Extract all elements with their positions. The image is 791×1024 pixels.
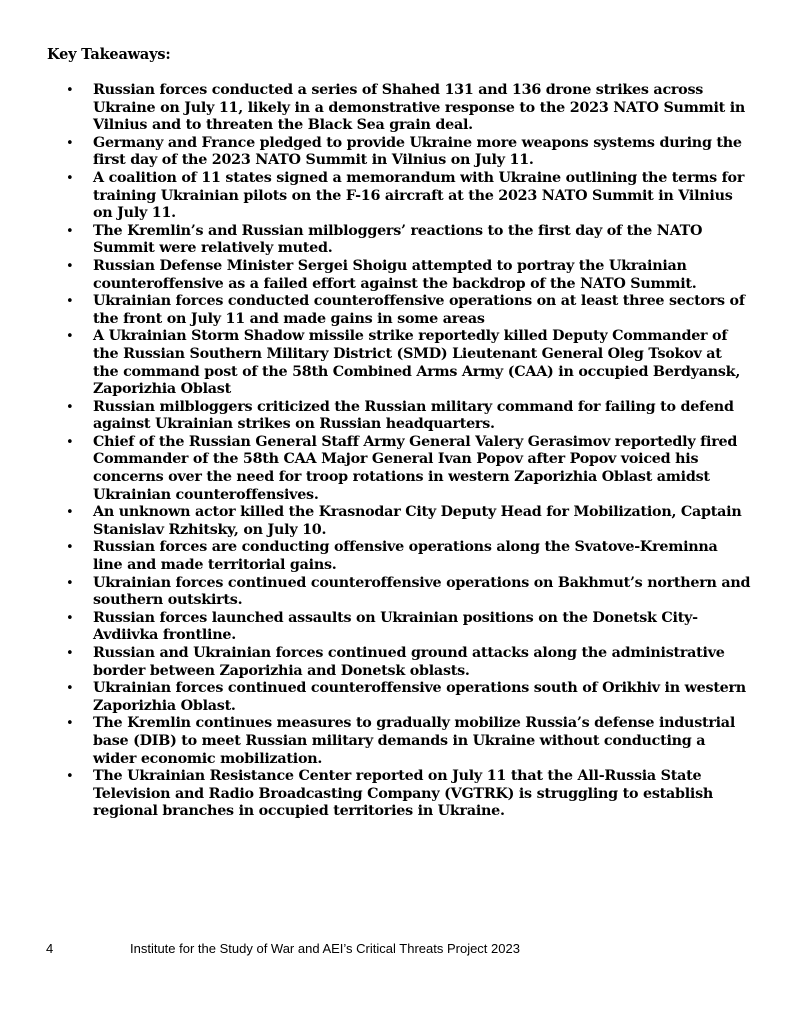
- takeaway-item: • The Kremlin continues measures to gradually mobilize Russia’s defense industrial base (DIB) to meet Russian military demands in Ukraine without conducting a wider economic mobilization.: [0, 715, 791, 768]
- takeaway-item: • The Kremlin’s and Russian milbloggers’ reactions to the first day of the NATO Summit were relatively muted.: [0, 223, 791, 258]
- page-number: 4: [46, 941, 54, 956]
- footer-text: Institute for the Study of War and AEI’s Critical Threats Project 2023: [130, 941, 520, 956]
- takeaway-item: • Germany and France pledged to provide Ukraine more weapons systems during the first day of the 2023 NATO Summit in Vilnius on July 11.: [0, 135, 791, 170]
- takeaway-item: • A coalition of 11 states signed a memorandum with Ukraine outlining the terms for training Ukrainian pilots on the F-16 aircraft at the 2023 NATO Summit in Vilnius on July 11.: [0, 170, 791, 223]
- takeaway-item: • Chief of the Russian General Staff Army General Valery Gerasimov reportedly fired Commander of the 58th CAA Major General Ivan Popov after Popov voiced his concerns over the need for troop rotations in western Zaporizhia Oblast amidst Ukrainian counteroffensives.: [0, 434, 791, 504]
- takeaway-item: • Russian Defense Minister Sergei Shoigu attempted to portray the Ukrainian counteroffensive as a failed effort against the backdrop of the NATO Summit.: [0, 258, 791, 293]
- takeaway-item: • An unknown actor killed the Krasnodar City Deputy Head for Mobilization, Captain Stanislav Rzhitsky, on July 10.: [0, 504, 791, 539]
- takeaway-item: • Ukrainian forces continued counteroffensive operations on Bakhmut’s northern and southern outskirts.: [0, 575, 791, 610]
- takeaway-item: • Russian and Ukrainian forces continued ground attacks along the administrative border between Zaporizhia and Donetsk oblasts.: [0, 645, 791, 680]
- takeaway-item: • Ukrainian forces continued counteroffensive operations south of Orikhiv in western Zaporizhia Oblast.: [0, 680, 791, 715]
- takeaway-item: • Russian forces conducted a series of Shahed 131 and 136 drone strikes across Ukraine on July 11, likely in a demonstrative response to the 2023 NATO Summit in Vilnius and to threaten the Black Sea grain deal.: [0, 82, 791, 135]
- key-takeaways-heading: Key Takeaways:: [47, 46, 171, 63]
- takeaway-item: • The Ukrainian Resistance Center reported on July 11 that the All-Russia State Television and Radio Broadcasting Company (VGTRK) is struggling to establish regional branches in occupied territories in Ukraine.: [0, 768, 791, 821]
- takeaway-item: • Ukrainian forces conducted counteroffensive operations on at least three sectors of the front on July 11 and made gains in some areas: [0, 293, 791, 328]
- takeaway-item: • Russian milbloggers criticized the Russian military command for failing to defend against Ukrainian strikes on Russian headquarters.: [0, 399, 791, 434]
- takeaway-item: • Russian forces are conducting offensive operations along the Svatove-Kreminna line and made territorial gains.: [0, 539, 791, 574]
- takeaway-item: • Russian forces launched assaults on Ukrainian positions on the Donetsk City-Avdiivka frontline.: [0, 610, 791, 645]
- takeaway-item: • A Ukrainian Storm Shadow missile strike reportedly killed Deputy Commander of the Russian Southern Military District (SMD) Lieutenant General Oleg Tsokov at the command post of the 58th Combined Arms Army (CAA) in occupied Berdyansk, Zaporizhia Oblast: [0, 328, 791, 398]
- takeaways-list: [0, 82, 791, 821]
